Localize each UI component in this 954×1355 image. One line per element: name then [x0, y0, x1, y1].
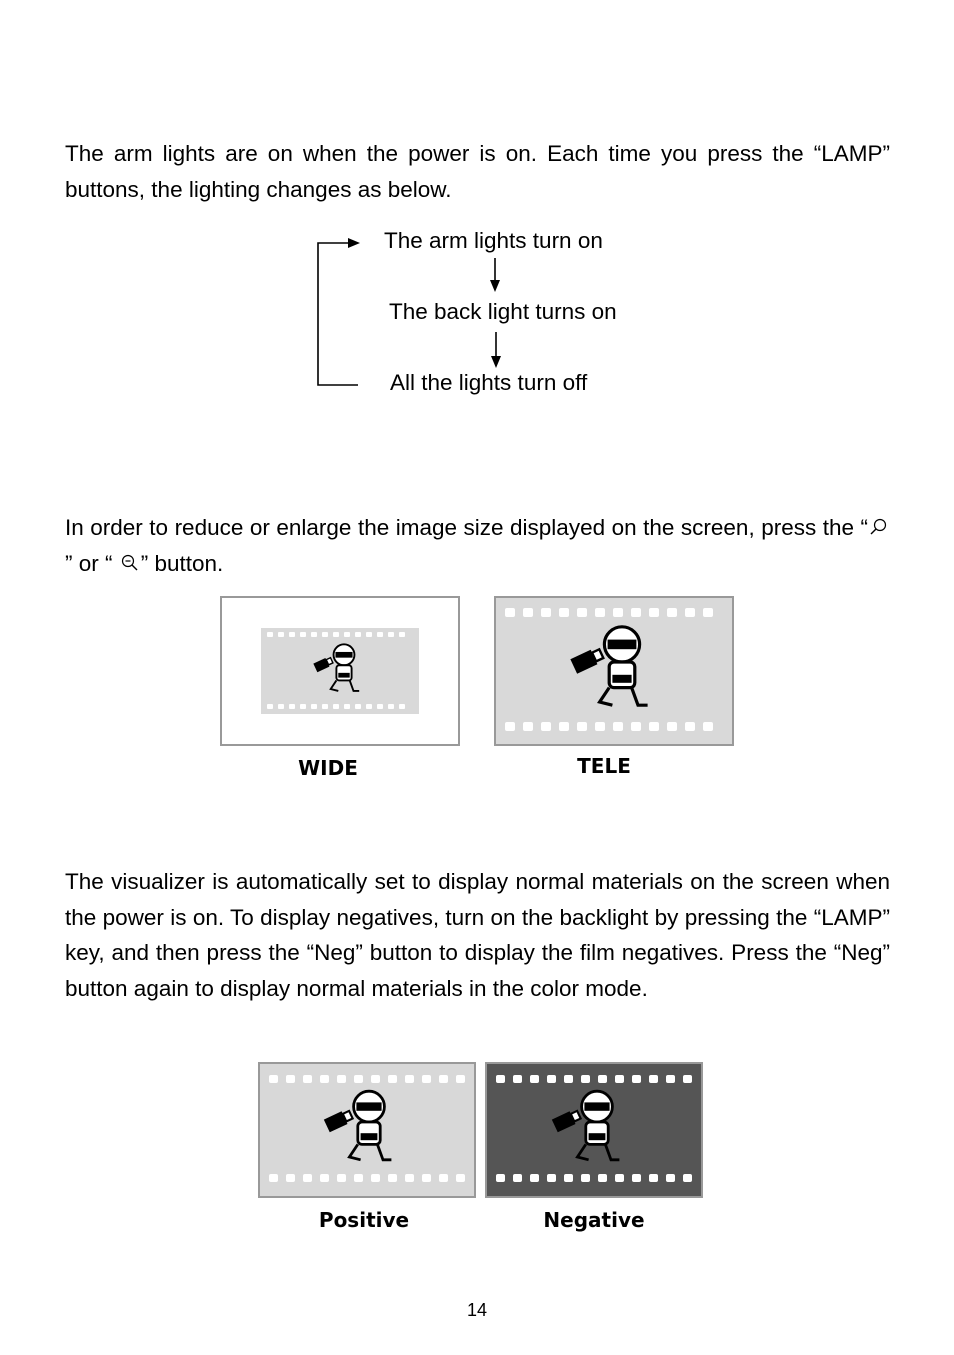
cycle-step-all-lights-off: All the lights turn off	[390, 370, 588, 395]
page-number: 14	[466, 1300, 488, 1320]
negative-paragraph: The visualizer is automatically set to display normal materials on the screen when the power is on. To display negatives, turn on the backlight by pressing the “LAMP” key, and then press the “Neg” button to display the film negatives. Press the “Neg” button again to display normal materials in the color mode.	[65, 869, 890, 1001]
cycle-step-back-light-on: The back light turns on	[389, 299, 617, 324]
lamp-intro-paragraph: The arm lights are on when the power is on. Each time you press the “LAMP” buttons, the lighting changes as below.	[65, 141, 890, 202]
positive-negative-figure	[257, 1061, 705, 1201]
positive-caption: Positive	[318, 1208, 410, 1232]
zoom-paragraph	[65, 510, 890, 581]
zoom-text-before: In order to reduce or enlarge the image size displayed on the screen, press the “	[65, 515, 868, 540]
wide-tele-figure	[218, 594, 736, 750]
lamp-cycle-arrows	[0, 0, 954, 420]
wide-caption: WIDE	[298, 756, 358, 780]
zoom-in-icon	[868, 517, 890, 537]
tele-caption: TELE	[577, 754, 631, 778]
zoom-out-icon	[119, 553, 141, 573]
cycle-step-arm-lights-on: The arm lights turn on	[384, 228, 603, 253]
zoom-text-middle: ” or “	[65, 550, 119, 576]
negative-caption: Negative	[543, 1208, 645, 1232]
zoom-text-after: ” button.	[140, 550, 224, 576]
